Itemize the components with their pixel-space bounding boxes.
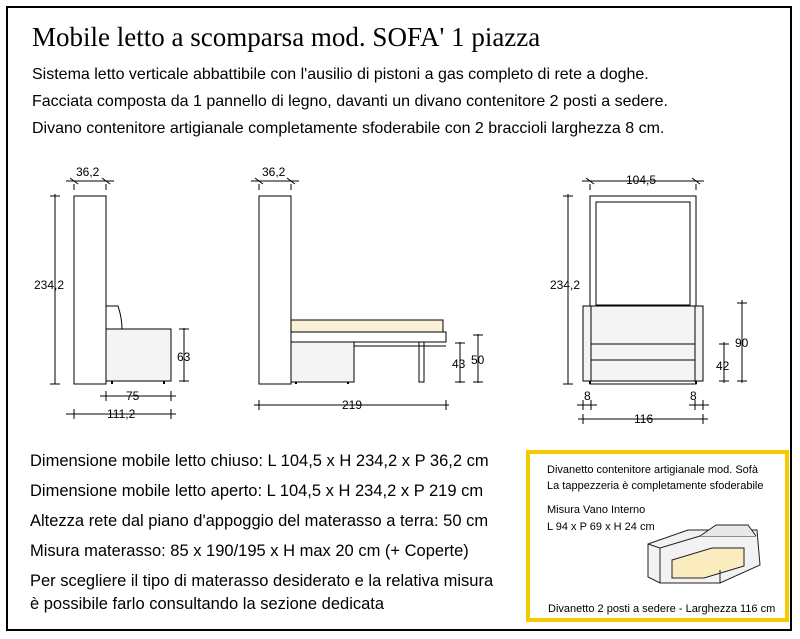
dim-front-height: 234,2 (550, 278, 581, 292)
dim-back-height: 90 (735, 336, 749, 350)
bed-frame-open (291, 332, 446, 342)
inset-line-1: Divanetto contenitore artigianale mod. Sofà (547, 464, 758, 476)
inset-box (528, 452, 787, 620)
spec-open: Dimensione mobile letto aperto: L 104,5 x H 234,2 x P 219 cm (30, 482, 484, 500)
intro-line-2: Facciata composta da 1 pannello di legno, davanti un divano contenitore 2 posti a sedere. (32, 93, 668, 110)
front-panel (596, 202, 690, 305)
mattress-open (291, 320, 443, 332)
dim-seat-height: 42 (716, 359, 730, 373)
bed-leg (419, 342, 424, 382)
dim-net-height: 50 (471, 353, 485, 367)
dim-side-closed-depth: 36,2 (76, 165, 100, 179)
intro-line-3: Divano contenitore artigianale completamente sfoderabile con 2 braccioli larghezza 8 cm. (32, 120, 665, 137)
sofa-side-closed (106, 329, 171, 381)
dim-total-depth: 111,2 (107, 407, 136, 421)
dim-side-closed-height: 234,2 (34, 278, 65, 292)
dim-leg-height: 43 (452, 357, 466, 371)
dim-sofa-width: 116 (634, 412, 654, 426)
inset-caption: Divanetto 2 posti a sedere - Larghezza 116 cm (548, 603, 776, 615)
spec-note-2: è possibile farlo consultando la sezione dedicata (30, 595, 385, 613)
dim-open-length: 219 (342, 398, 363, 412)
side-open-view (251, 178, 483, 410)
dim-sofa-height: 63 (177, 350, 191, 364)
dim-sofa-depth: 75 (126, 389, 140, 403)
cabinet-side-open (259, 196, 291, 384)
dim-side-open-depth: 36,2 (262, 165, 286, 179)
sofa-backrest-side (106, 306, 122, 329)
inset-vano-dims: L 94 x P 69 x H 24 cm (547, 521, 655, 533)
spec-closed: Dimensione mobile letto chiuso: L 104,5 x H 234,2 x P 36,2 cm (30, 452, 489, 470)
page-title: Mobile letto a scomparsa mod. SOFA' 1 piazza (32, 22, 541, 52)
spec-net-height: Altezza rete dal piano d'appoggio del materasso a terra: 50 cm (30, 512, 489, 530)
intro-line-1: Sistema letto verticale abbattibile con l'ausilio di pistoni a gas completo di rete a doghe. (32, 66, 649, 83)
dim-arm-right: 8 (690, 389, 697, 403)
spec-mattress: Misura materasso: 85 x 190/195 x H max 20 cm (+ Coperte) (30, 542, 469, 560)
side-closed-view (50, 178, 189, 419)
cabinet-side-closed (74, 196, 106, 384)
inset-vano-title: Misura Vano Interno (547, 504, 646, 516)
dim-arm-left: 8 (584, 389, 591, 403)
inset-line-2: La tappezzeria è completamente sfoderabile (547, 480, 764, 492)
spec-note-1: Per scegliere il tipo di materasso desiderato e la relativa misura (30, 572, 494, 590)
front-view (563, 178, 747, 424)
sofa-side-open (291, 342, 354, 382)
dim-front-width: 104,5 (626, 173, 657, 187)
